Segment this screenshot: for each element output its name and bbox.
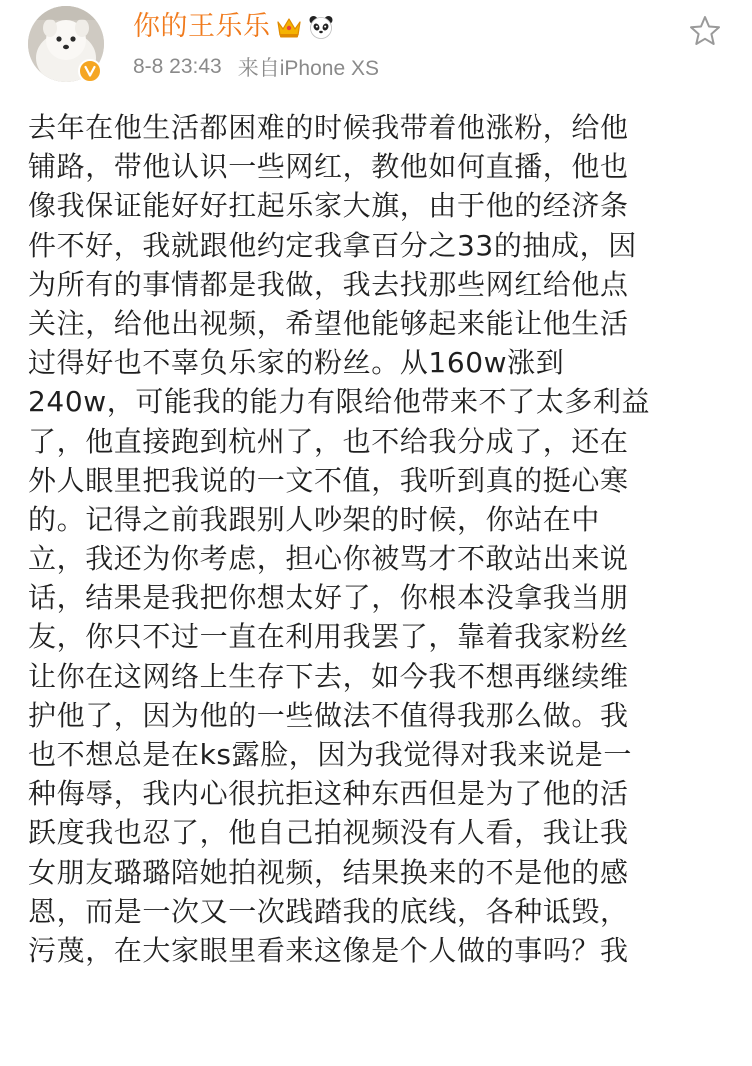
post-meta [133,52,379,82]
post-text-line: 外人眼里把我说的一文不值，我听到真的挺心寒 [28,463,629,497]
crown-icon [275,13,303,41]
panda-icon [307,13,335,41]
post-text-line: 立，我还为你考虑，担心你被骂才不敢站出来说 [28,542,629,576]
post-text-line: 恩，而是一次又一次践踏我的底线，各种诋毁， [28,894,629,928]
post-text-line: 的。记得之前我跟别人吵架的时候，你站在中 [28,502,601,536]
post-text-line: 跃度我也忍了，他自己拍视频没有人看，我让我 [28,816,629,850]
post-text-line: 护他了，因为他的一些做法不值得我那么做。我 [28,698,629,732]
post-text-line: 女朋友璐璐陪她拍视频，结果换来的不是他的感 [28,855,629,889]
post-text-line: 了，他直接跑到杭州了，也不给我分成了，还在 [28,424,629,458]
star-outline-icon[interactable] [688,14,722,48]
post-text-line: 铺路，带他认识一些网红，教他如何直播，他也 [28,150,629,184]
post-text-line: 种侮辱，我内心很抗拒这种东西但是为了他的活 [28,777,629,811]
post-text-line: 话，结果是我把你想太好了，你根本没拿我当朋 [28,581,629,615]
post-text-line: 过得好也不辜负乐家的粉丝。从160w涨到 [28,346,565,380]
author-name[interactable]: 你的王乐乐 [133,11,271,42]
post-text-line: 也不想总是在ks露脸，因为我觉得对我来说是一 [28,738,633,771]
post-header [0,0,752,100]
post-source: 来自iPhone XS [237,57,379,80]
author-row [133,10,335,44]
post-text-line: 友，你只不过一直在利用我罢了，靠着我家粉丝 [28,620,629,654]
post-text-line: 件不好，我就跟他约定我拿百分之33的抽成，因 [28,228,637,262]
post-text-line: 污蔑，在大家眼里看来这像是个人做的事吗？我 [28,933,629,967]
post-text-line: 240w，可能我的能力有限给他带来不了太多利益 [28,385,651,419]
post-text-line: 去年在他生活都困难的时候我带着他涨粉，给他 [28,111,629,144]
post-text-line: 让你在这网络上生存下去，如今我不想再继续维 [28,659,629,693]
post-time: 8-8 23:43 [133,55,222,78]
post-body [28,108,728,970]
post-text-line: 像我保证能好好扛起乐家大旗，由于他的经济条 [28,189,629,223]
post-text-line: 关注，给他出视频，希望他能够起来能让他生活 [28,306,629,340]
post-text-line: 为所有的事情都是我做，我去找那些网红给他点 [28,267,629,301]
verified-badge-icon [78,59,102,83]
